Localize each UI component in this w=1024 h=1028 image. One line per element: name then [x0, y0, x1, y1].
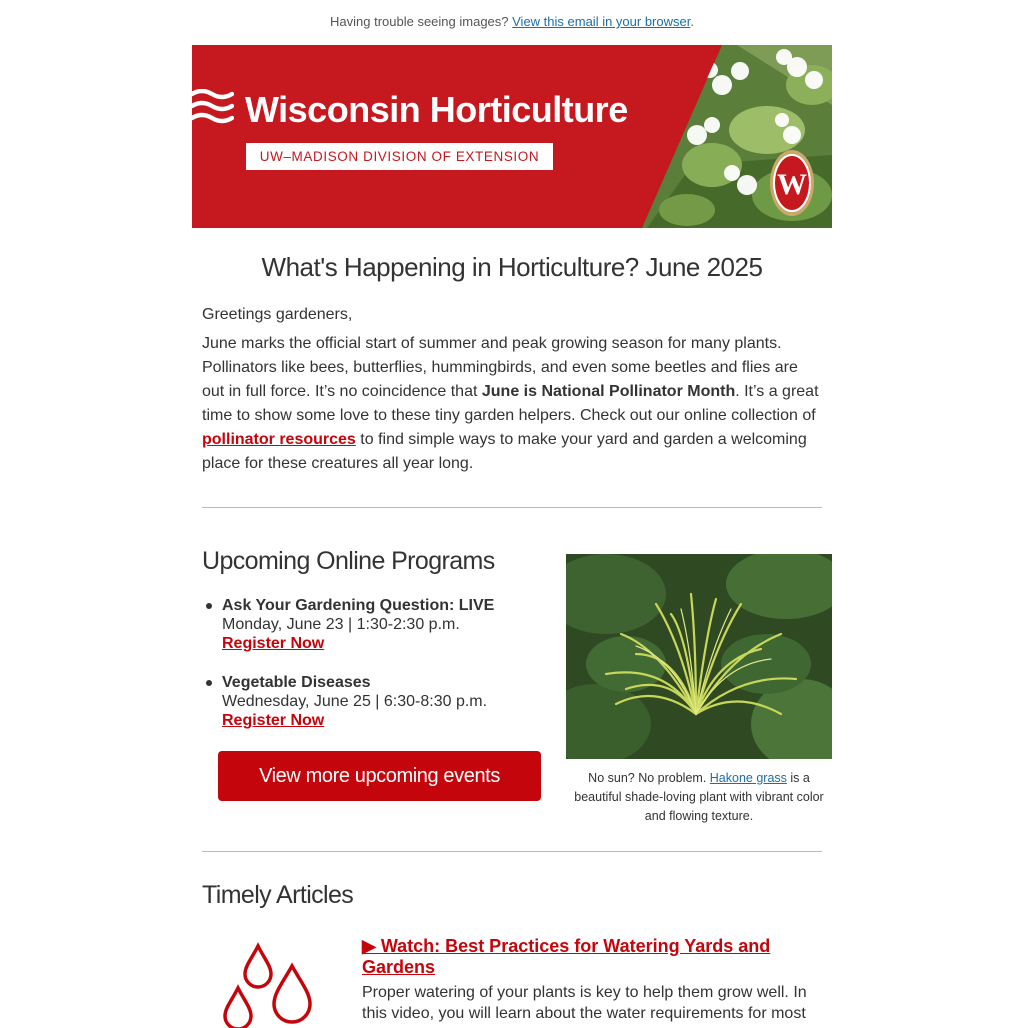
- program-name: Ask Your Gardening Question: LIVE: [222, 597, 495, 614]
- intro-paragraph: [202, 332, 824, 476]
- program-item: [222, 596, 572, 653]
- browser-view-prefix: Having trouble seeing images?: [330, 14, 513, 29]
- trillium-photo: [192, 45, 832, 228]
- caption-text-2: is a beautiful shade-loving plant with vibrant color and flowing texture.: [574, 771, 824, 823]
- intro-text-2: . It’s a great time to show some love to these tiny garden helpers. Check out our online collection of: [202, 383, 819, 424]
- register-now-link[interactable]: Register Now: [222, 712, 325, 729]
- pollinator-month-text: June is National Pollinator Month: [481, 383, 736, 400]
- view-more-events-button[interactable]: View more upcoming events: [218, 751, 541, 801]
- division-label: UW–MADISON DIVISION OF EXTENSION: [246, 143, 553, 170]
- intro-text-1: June marks the official start of summer and peak growing season for many plants. Pollinators like bees, butterflies, hummingbirds, and even some beetles and flies are out in full force. It’s no coincidence that: [202, 335, 798, 400]
- hakone-grass-link[interactable]: Hakone grass: [709, 771, 787, 785]
- divider: [202, 851, 822, 852]
- program-name: Vegetable Diseases: [222, 674, 371, 691]
- crest-letter: W: [777, 168, 807, 201]
- water-drops-icon: [214, 938, 324, 1028]
- program-list: [202, 596, 572, 750]
- articles-heading: Timely Articles: [202, 881, 354, 909]
- program-date: Wednesday, June 25 | 6:30-8:30 p.m.: [222, 693, 488, 710]
- uw-crest-icon: [770, 150, 814, 216]
- photo-caption: [570, 769, 828, 826]
- header-banner: [192, 45, 832, 228]
- newsletter-title: What's Happening in Horticulture? June 2025: [261, 252, 763, 282]
- caption-text-1: No sun? No problem.: [588, 771, 710, 785]
- register-now-link[interactable]: Register Now: [222, 635, 325, 652]
- article-description: Proper watering of your plants is key to help them grow well. In this video, you will learn about the water requirements for most: [362, 984, 807, 1022]
- intro-text-3: to find simple ways to make your yard and garden a welcoming place for these creatures all year long.: [202, 431, 807, 472]
- browser-view-note: [0, 14, 1024, 29]
- article-title-link[interactable]: ▶ Watch: Best Practices for Watering Yards and Gardens: [362, 936, 771, 977]
- waves-logo-icon: [192, 89, 234, 129]
- divider: [202, 507, 822, 508]
- brand-name: Wisconsin Horticulture: [245, 89, 628, 130]
- hakone-grass-photo: [566, 554, 832, 759]
- programs-heading: Upcoming Online Programs: [202, 547, 495, 575]
- program-item: [222, 673, 572, 730]
- program-date: Monday, June 23 | 1:30-2:30 p.m.: [222, 616, 460, 633]
- view-in-browser-link[interactable]: View this email in your browser: [512, 14, 691, 29]
- pollinator-resources-link[interactable]: pollinator resources: [202, 431, 356, 448]
- browser-view-suffix: .: [690, 14, 694, 29]
- greeting: Greetings gardeners,: [202, 306, 353, 323]
